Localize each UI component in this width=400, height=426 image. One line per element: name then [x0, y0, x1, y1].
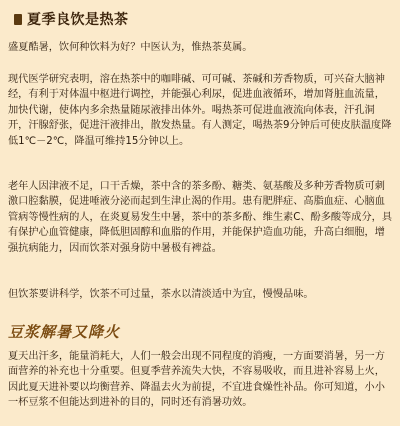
paragraph: 老年人因津液不足，口干舌燥，茶中含的茶多酚、糖类、氨基酸及多种芳香物质可刺激口腔黏膜，促进唾液分泌而起到生津止渴的作用。患有肥胖症、高脂血症、心脑血管病等慢性病的人，在炎夏易发生中暑，茶中的茶多酚、维生素C、酚多酸等成分，具有保护心血管健康，降低胆固醇和血脂的作用，并能保护造血功能，升高白细胞，增强抗病能力，因而饮茶对强身防中暑极有裨益。	[8, 181, 393, 254]
section-heading-soy-milk: 豆浆解暑又降火	[8, 323, 121, 341]
section-title: 夏季良饮是热茶	[27, 12, 129, 28]
paragraph: 盛夏酷暑，饮何种饮料为好？中医认为，惟热茶莫属。	[8, 42, 253, 53]
heading-bullet-icon	[14, 14, 22, 25]
section-heading-hot-tea	[14, 8, 129, 30]
paragraph: 现代医学研究表明，溶在热茶中的咖啡碱、可可碱、茶碱和芳香物质，可兴奋大脑神经，有利于对体温中枢进行调控，并能强心利尿，促进血液循环，增加肾脏血流量，加快代谢，使体内多余热量随尿液排出体外。喝热茶可促进血液流向体表，汗孔洞开，汗腺舒张，促进汗液排出，散发热量。有人测定，喝热茶9分钟后可使皮肤温度降低1℃－2℃，降温可维持15分钟以上。	[8, 74, 392, 147]
paragraph: 但饮茶要讲科学，饮茶不可过量，茶水以清淡适中为宜，慢慢品味。	[8, 289, 314, 300]
paragraph: 夏天出汗多，能量消耗大，人们一般会出现不同程度的消瘦，一方面要消暑，另一方面营养的补充也十分重要。但夏季营养流失大快，不容易吸收，而且进补容易上火，因此夏天进补要以均衡营养、降温去火为前提，不宜进食燥性补品。你可知道，小小一杯豆浆不但能达到进补的目的，同时还有消暑功效。	[8, 351, 385, 409]
